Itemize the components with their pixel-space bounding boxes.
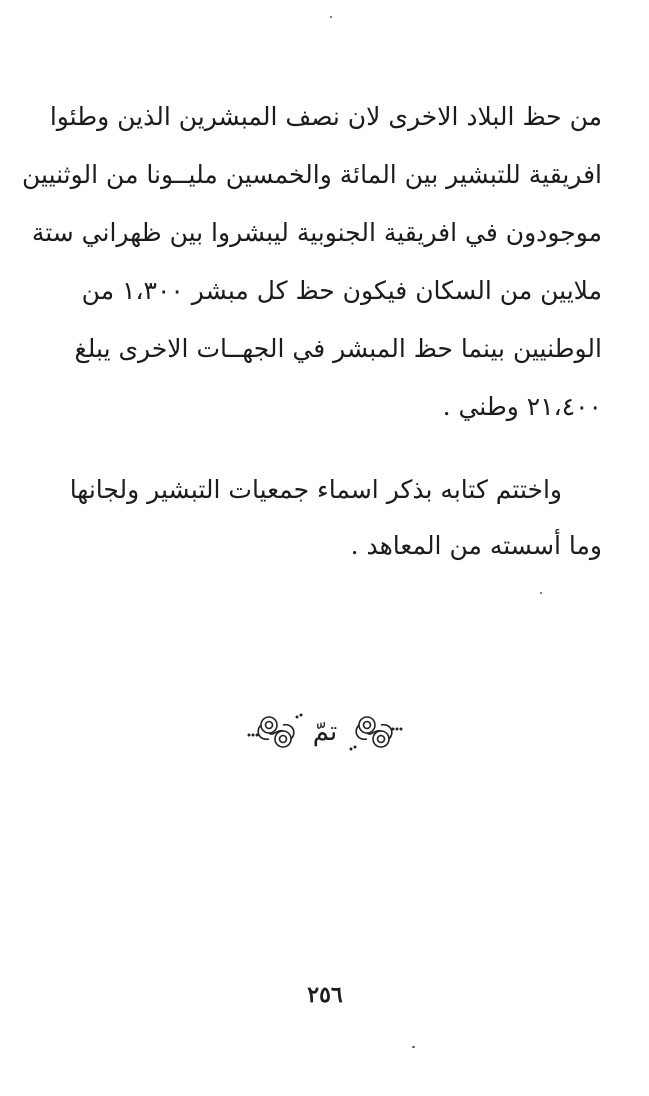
- text-line: وما أسسته من المعاهد .: [350, 531, 602, 560]
- end-ornament: [230, 700, 420, 764]
- paragraph-closing: [62, 462, 602, 574]
- text-line: ٢١،٤٠٠ وطني .: [442, 392, 602, 421]
- text-line: افريقية للتبشير بين المائة والخمسين مليــونا من الوثنيين: [22, 160, 602, 189]
- text-line: من حظ البلاد الاخرى لان نصف المبشرين الذين وطئوا: [49, 102, 602, 131]
- paper-speck: [330, 16, 332, 18]
- floral-flourish-icon: [245, 709, 307, 755]
- text-line: واختتم كتابه بذكر اسماء جمعيات التبشير ولجانها: [69, 475, 562, 504]
- paragraph-main: [22, 88, 602, 436]
- page-number: ٢٥٦: [307, 982, 343, 1008]
- paper-speck: [540, 592, 542, 594]
- paper-speck: [412, 1046, 415, 1048]
- text-line: ملايين من السكان فيكون حظ كل مبشر ١،٣٠٠ من: [81, 276, 602, 305]
- floral-flourish-icon: [343, 709, 405, 755]
- text-line: الوطنيين بينما حظ المبشر في الجهــات الاخرى يبلغ: [74, 334, 602, 363]
- text-line: موجودون في افريقية الجنوبية ليبشروا بين ظهراني ستة: [31, 218, 602, 247]
- end-word: تمّ: [312, 717, 338, 747]
